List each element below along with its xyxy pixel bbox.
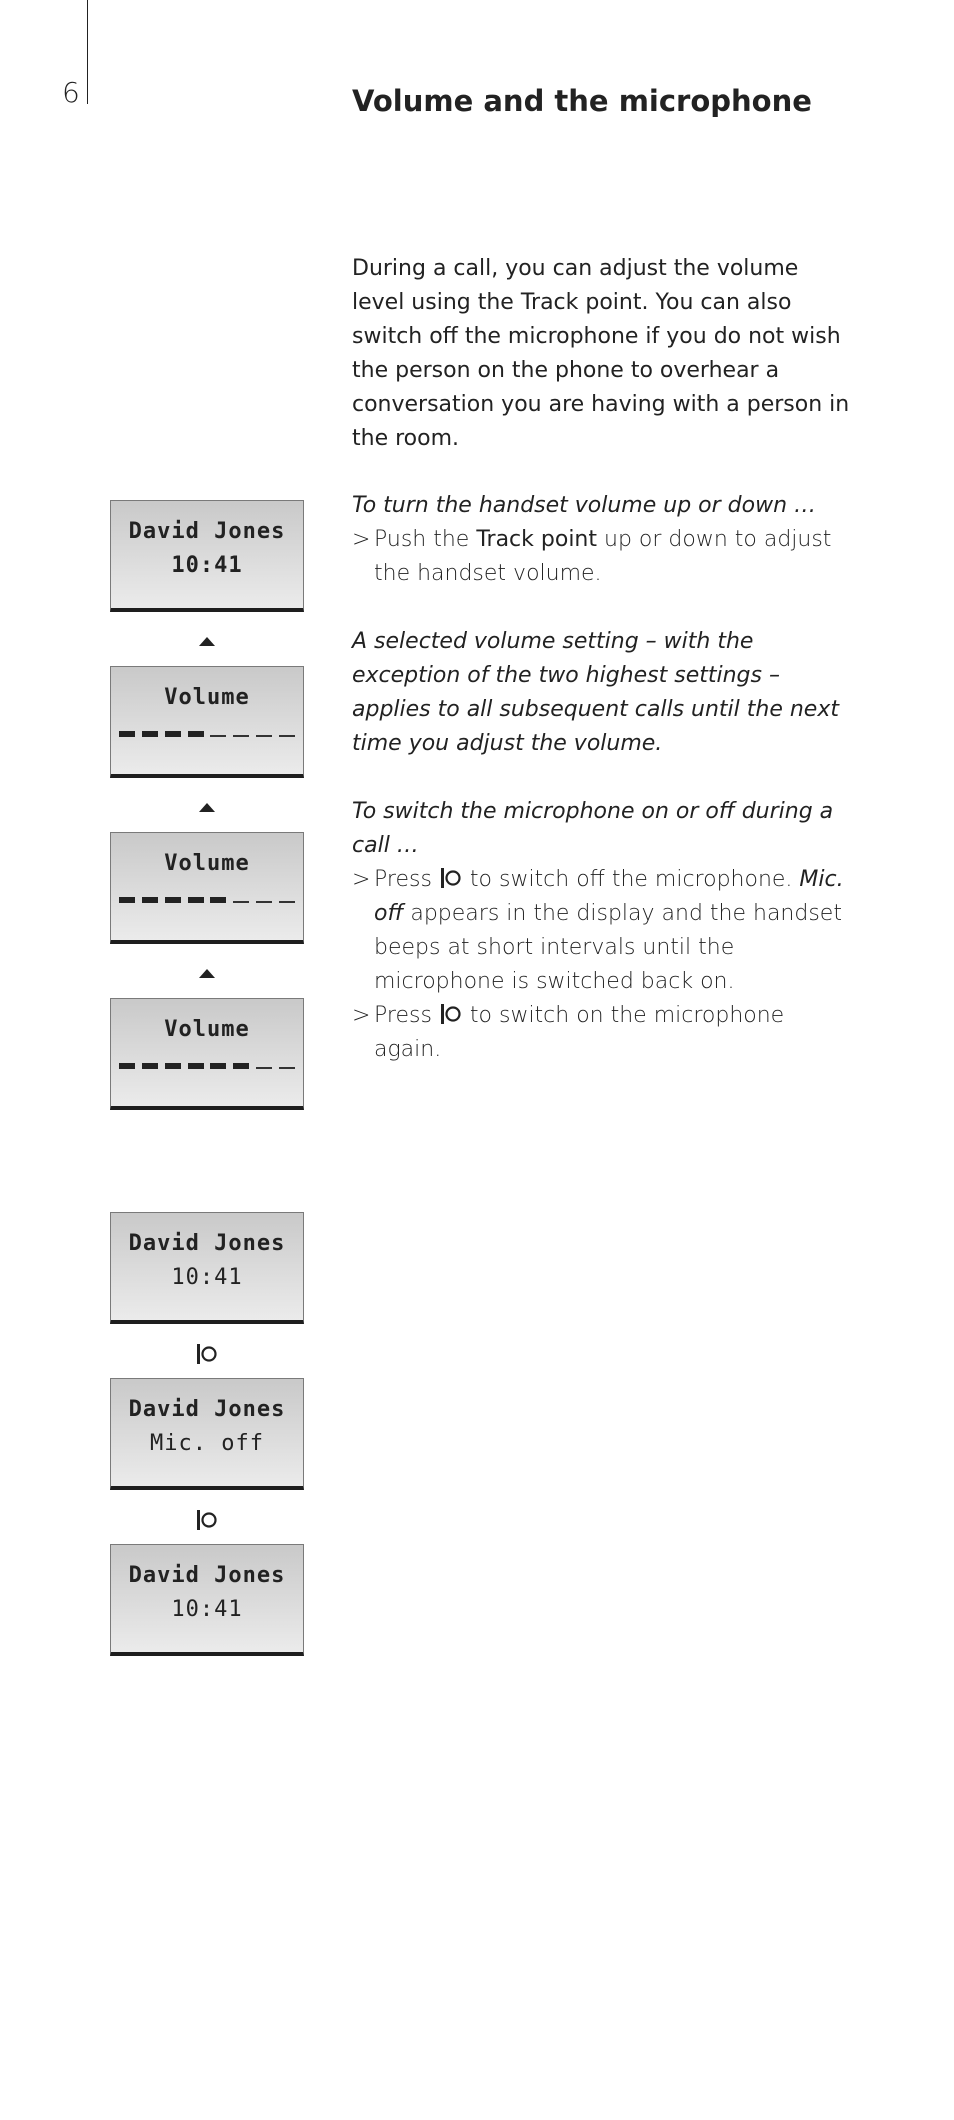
- microphone-button-icon: [440, 866, 462, 890]
- microphone-button-icon: [440, 1002, 462, 1026]
- volume-segment-filled: [165, 731, 181, 737]
- volume-segment-filled: [165, 1063, 181, 1069]
- volume-step: [352, 523, 852, 591]
- volume-level-bar: [119, 897, 295, 903]
- volume-segment-empty: [279, 1063, 295, 1069]
- bullet: >: [352, 1003, 371, 1028]
- volume-segment-empty: [233, 731, 249, 737]
- volume-segment-empty: [256, 731, 272, 737]
- volume-segment-empty: [210, 731, 226, 737]
- arrow-up-icon: [199, 637, 215, 646]
- display-line2: 10:41: [171, 1597, 243, 1622]
- bullet: >: [352, 527, 371, 552]
- volume-note: A selected volume setting – with the exception of the two highest settings – applies to all subsequent calls until the next time you adjust the volume.: [352, 629, 839, 756]
- volume-step-prefix: Push the: [374, 527, 470, 552]
- mic-section-title: To switch the microphone on or off during a call …: [352, 799, 834, 858]
- handset-display-mic-off: [110, 1378, 304, 1490]
- volume-section-title: To turn the handset volume up or down …: [352, 493, 817, 518]
- handset-display-call: [110, 500, 304, 612]
- display-line1: David Jones: [128, 1397, 286, 1422]
- handset-display-volume-4: [110, 666, 304, 778]
- volume-segment-filled: [165, 897, 181, 903]
- instructions: [352, 489, 852, 1067]
- display-line1: Volume: [164, 1017, 250, 1042]
- volume-segment-filled: [119, 731, 135, 737]
- mic-step1-suffix: appears in the display and the handset beeps at short intervals until the microphone is switched back on.: [374, 901, 842, 994]
- volume-segment-filled: [210, 897, 226, 903]
- page-rule: [87, 0, 88, 104]
- display-line1: David Jones: [128, 1563, 286, 1588]
- volume-segment-filled: [188, 731, 204, 737]
- volume-segment-filled: [233, 1063, 249, 1069]
- volume-segment-empty: [279, 731, 295, 737]
- handset-display-volume-5: [110, 832, 304, 944]
- display-line2: 10:41: [171, 553, 243, 578]
- bullet: >: [352, 867, 371, 892]
- volume-segment-filled: [119, 1063, 135, 1069]
- handset-display-call: [110, 1544, 304, 1656]
- microphone-button-icon: [196, 1508, 218, 1532]
- intro-paragraph: During a call, you can adjust the volume level using the Track point. You can also switch off the microphone if you do not wish the person on the phone to overhear a conversation you are having with a person in the room.: [352, 256, 850, 451]
- volume-step-suffix: up or down to adjust the handset volume.: [374, 527, 832, 586]
- page-number: 6: [62, 76, 80, 109]
- volume-segment-filled: [210, 1063, 226, 1069]
- volume-segment-filled: [142, 731, 158, 737]
- mic-step-on: [352, 999, 852, 1067]
- handset-display-call: [110, 1212, 304, 1324]
- volume-segment-empty: [256, 1063, 272, 1069]
- volume-segment-filled: [142, 897, 158, 903]
- display-line2: 10:41: [171, 1265, 243, 1290]
- microphone-button-icon: [196, 1342, 218, 1366]
- volume-segment-filled: [119, 897, 135, 903]
- display-line1: Volume: [164, 685, 250, 710]
- volume-segment-filled: [142, 1063, 158, 1069]
- mic-step2-suffix: to switch on the microphone again.: [374, 1003, 785, 1062]
- display-line1: David Jones: [128, 519, 286, 544]
- volume-segment-filled: [188, 1063, 204, 1069]
- page-title: Volume and the microphone: [352, 84, 812, 118]
- mic-step1-middle: to switch off the microphone.: [469, 867, 793, 892]
- arrow-up-icon: [199, 969, 215, 978]
- volume-level-bar: [119, 1063, 295, 1069]
- volume-level-bar: [119, 731, 295, 737]
- mic-off-term: Mic. off: [374, 867, 844, 926]
- mic-step-off: [352, 863, 852, 999]
- volume-segment-empty: [279, 897, 295, 903]
- handset-display-volume-6: [110, 998, 304, 1110]
- mic-step2-prefix: Press: [374, 1003, 432, 1028]
- arrow-up-icon: [199, 803, 215, 812]
- volume-segment-filled: [188, 897, 204, 903]
- mic-step1-prefix: Press: [374, 867, 432, 892]
- display-line2: Mic. off: [150, 1431, 264, 1456]
- volume-segment-empty: [233, 897, 249, 903]
- display-line1: Volume: [164, 851, 250, 876]
- display-line1: David Jones: [128, 1231, 286, 1256]
- track-point-term: Track point: [476, 527, 597, 552]
- volume-segment-empty: [256, 897, 272, 903]
